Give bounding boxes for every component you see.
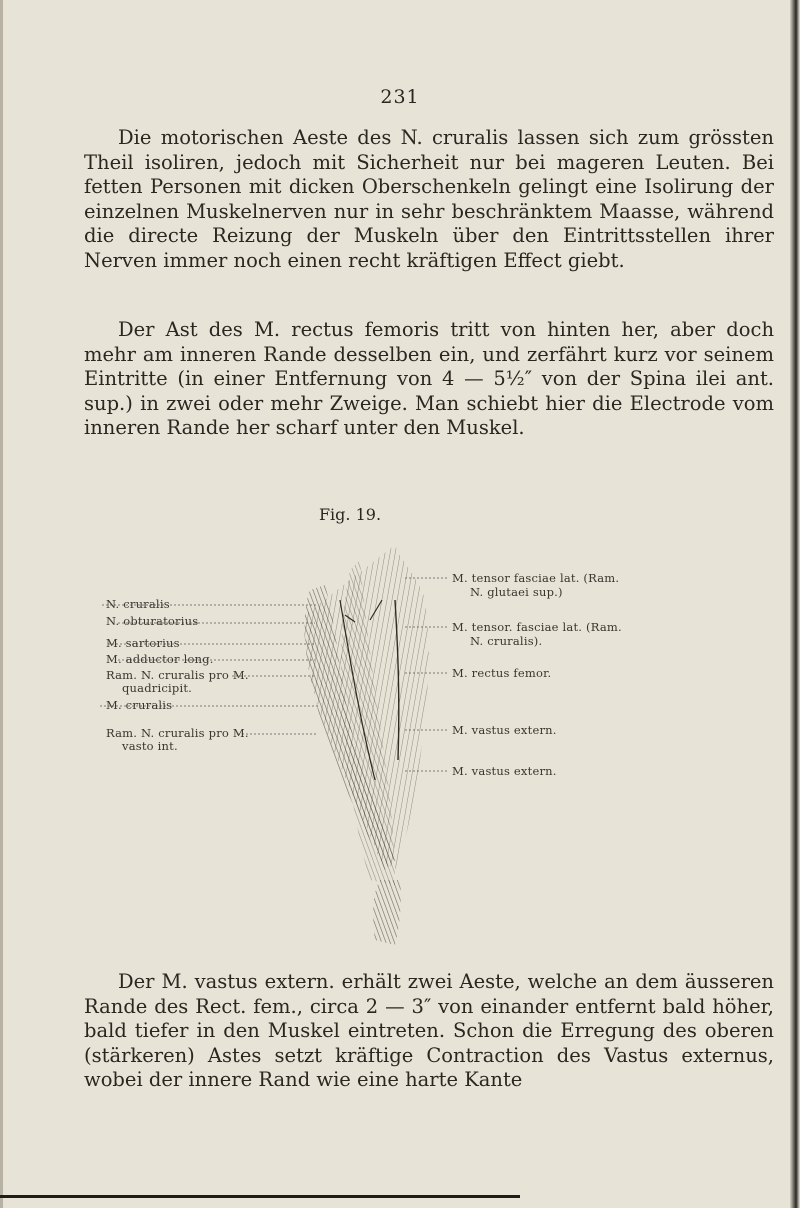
label-vasto-int: vasto int. [122,739,178,753]
label-n-cruralis-right: N. cruralis). [470,634,543,648]
label-m-adductor-long: M. adductor long. [106,652,214,666]
figure-caption: Fig. 19. [318,505,382,524]
label-tensor-fasciae-1: M. tensor fasciae lat. (Ram. [452,571,620,585]
bottom-rule [0,1195,520,1198]
label-n-cruralis: N. cruralis [106,597,170,611]
paragraph-3 [84,970,774,1093]
page-number: 231 [380,86,420,108]
label-ram-n-cruralis-1: Ram. N. cruralis pro M. [106,668,249,682]
label-tensor-fasciae-2: M. tensor. fasciae lat. (Ram. [452,620,622,634]
label-quadricipit: quadricipit. [122,681,192,695]
paragraph-2-text: Der Ast des M. rectus femoris tritt von hinten her, aber doch mehr am inneren Rande desselben ein, und zerfährt kurz vor seinem Eintritte (in einer Entfernung von 4 — 5½″ von der Spina ilei ant. sup.) in zwei oder mehr Zweige. Man schiebt hier die Electrode vom inneren Rande her scharf unter den Muskel. [84,318,774,440]
label-m-sartorius: M. sartorius [106,636,180,650]
paragraph-3-text: Der M. vastus extern. erhält zwei Aeste, welche an dem äusseren Rande des Rect. fem., circa 2 — 3″ von einander entfernt bald höher, bald tiefer in den Muskel eintreten. Schon die Erregung des oberen (stärkeren) Astes setzt kräftige Contraction des Vastus externus, wobei der innere Rand wie eine harte Kante [84,970,774,1092]
label-rectus-femor: M. rectus femor. [452,666,552,680]
label-vastus-extern-2: M. vastus extern. [452,764,557,778]
thigh-drawing [304,545,429,945]
paragraph-1-text: Die motorischen Aeste des N. cruralis lassen sich zum grössten Theil isoliren, jedoch mit Sicherheit nur bei mageren Leuten. Bei fetten Personen mit dicken Oberschenkeln gelingt eine Isolirung der einzelnen Muskelnerven nur in sehr beschränktem Maasse, während die directe Reizung der Muskeln über den Eintrittsstellen ihrer Nerven immer noch einen recht kräftigen Effect giebt. [84,126,774,272]
label-m-cruralis: M. cruralis [106,698,173,712]
label-n-obturatorius: N. obturatorius [106,614,199,628]
label-vastus-extern-1: M. vastus extern. [452,723,557,737]
label-ram-n-cruralis-2: Ram. N. cruralis pro M. [106,726,249,740]
label-glutaei-sup: N. glutaei sup.) [470,585,563,599]
